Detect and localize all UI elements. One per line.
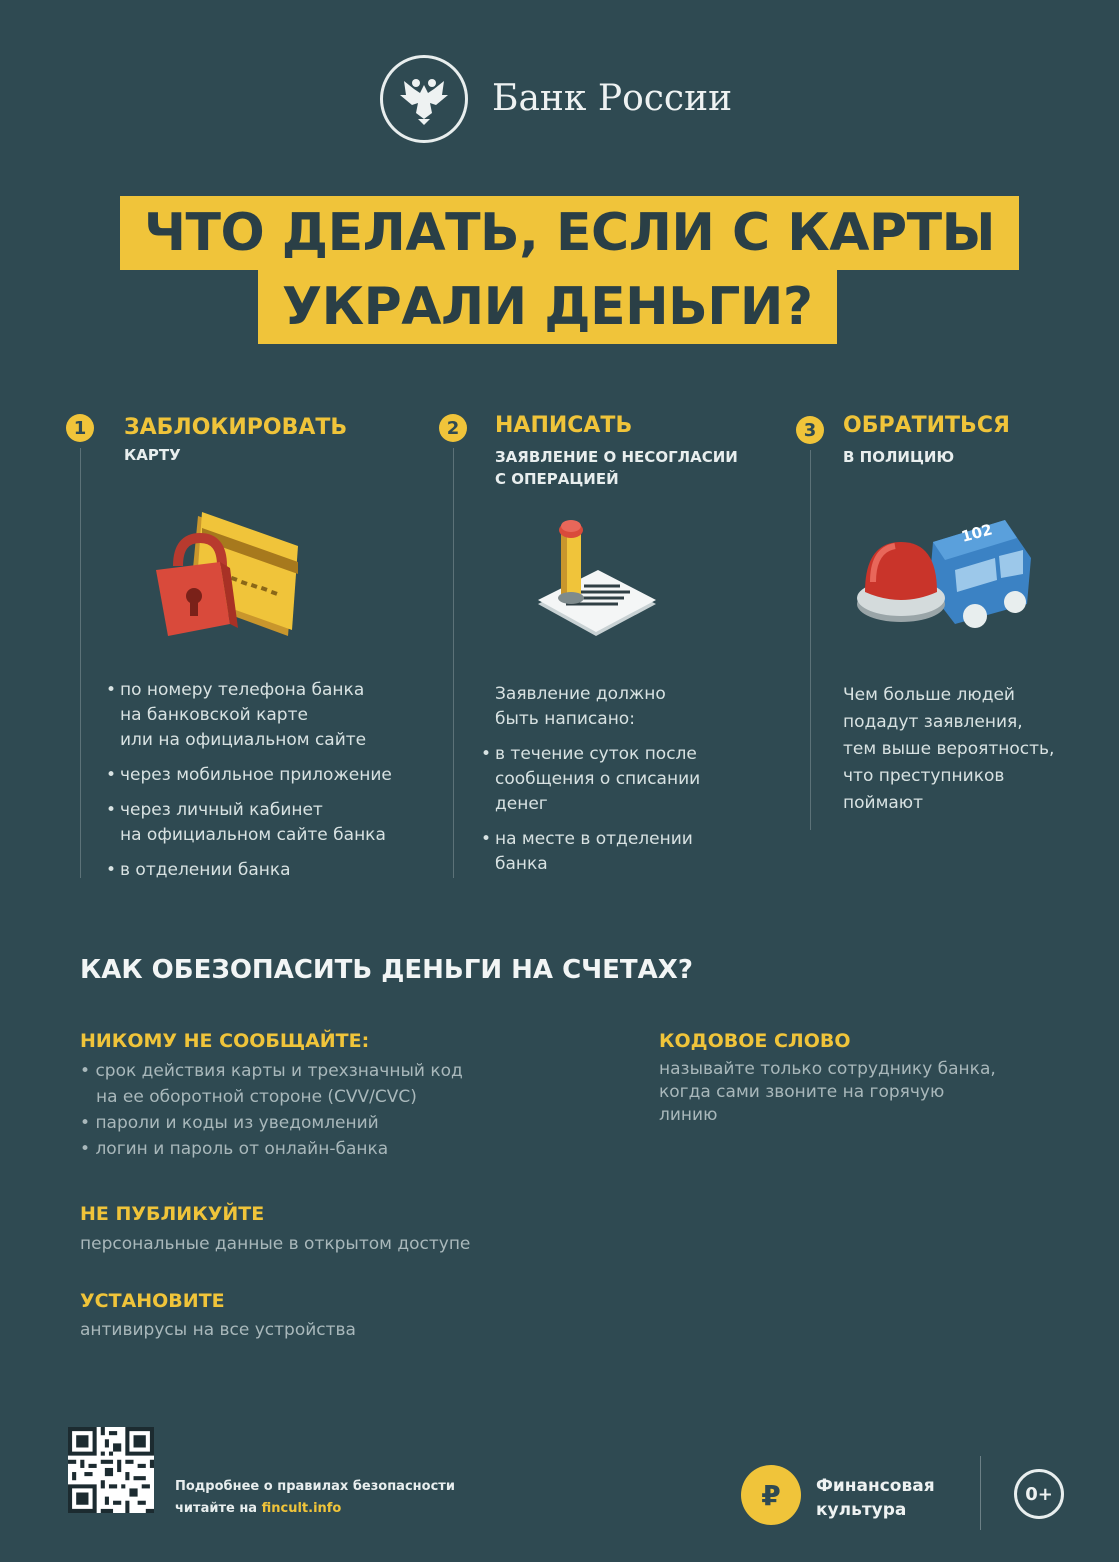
code-word-title: КОДОВОЕ СЛОВО [659, 1030, 851, 1052]
step-3-number: 3 [796, 416, 824, 444]
list-item-continuation: на ее оборотной стороне (CVV/CVC) [96, 1087, 417, 1107]
do-not-share-title: НИКОМУ НЕ СООБЩАЙТЕ: [80, 1030, 370, 1052]
list-item: • по номеру телефона банка на банковской карте или на официальном сайте [106, 680, 367, 750]
bullet-dot: • [106, 800, 117, 820]
code-word-text: называйте только сотруднику банка, когда сами звоните на горячую линию [659, 1059, 996, 1125]
qr-code[interactable] [68, 1427, 154, 1513]
install-title: УСТАНОВИТЕ [80, 1290, 225, 1312]
bullet-dot: • [106, 680, 117, 700]
list-item: • на месте в отделении банка [481, 829, 693, 874]
page-title-line-2: УКРАЛИ ДЕНЬГИ? [258, 270, 837, 344]
step-3-subtitle: В ПОЛИЦИЮ [843, 448, 955, 466]
footer-more-info: Подробнее о правилах безопасности читайте на fincult.info [175, 1479, 455, 1516]
list-item: • через личный кабинет на официальном сайте банка [106, 800, 386, 845]
list-item: • через мобильное приложение [120, 763, 392, 788]
list-item: • срок действия карты и трехзначный код [80, 1061, 463, 1081]
step-3-title: ОБРАТИТЬСЯ [843, 413, 1010, 438]
bullet-dot: • [481, 744, 492, 764]
list-item: • логин и пароль от онлайн-банка [80, 1139, 389, 1159]
step-2-number: 2 [439, 414, 467, 442]
bank-logo [380, 55, 468, 143]
step-2-text: Заявление должно быть написано: • в течение суток после сообщения о списании денег • на месте в отделении банка [495, 682, 700, 887]
step-1-title: ЗАБЛОКИРОВАТЬ [124, 415, 348, 440]
step-1-bullet-list [106, 678, 392, 893]
bullet-dot: • [106, 860, 117, 880]
van-number: 102 [959, 520, 995, 546]
footer-divider [980, 1456, 981, 1530]
step-2-subtitle: ЗАЯВЛЕНИЕ О НЕСОГЛАСИИ С ОПЕРАЦИЕЙ [495, 448, 738, 488]
list-item: • в отделении банка [120, 858, 392, 883]
police-siren-icon [855, 512, 1035, 632]
safety-heading: КАК ОБЕЗОПАСИТЬ ДЕНЬГИ НА СЧЕТАХ? [80, 955, 693, 985]
eagle-emblem-icon [394, 69, 454, 129]
step-1-divider [80, 448, 81, 878]
step-1-number: 1 [66, 414, 94, 442]
step-2-title: НАПИСАТЬ [495, 413, 633, 438]
fin-culture-logo-icon: ₽ [741, 1465, 801, 1525]
step-2-divider [453, 448, 454, 878]
fincult-link[interactable]: fincult.info [261, 1501, 342, 1516]
bullet-dot: • [106, 765, 117, 785]
lock-card-icon [150, 508, 300, 643]
list-item: • пароли и коды из уведомлений [80, 1113, 379, 1133]
age-rating-badge: 0+ [1014, 1469, 1064, 1519]
page-title-line-1: ЧТО ДЕЛАТЬ, ЕСЛИ С КАРТЫ [120, 196, 1019, 270]
step-3-text: Чем больше людей подадут заявления, тем выше вероятность, что преступников поймают [843, 685, 1055, 813]
step-1-subtitle: КАРТУ [124, 446, 181, 464]
do-not-publish-text: персональные данные в открытом доступе [80, 1234, 471, 1254]
do-not-publish-title: НЕ ПУБЛИКУЙТЕ [80, 1203, 265, 1225]
fin-culture-label: Финансовая культура [816, 1476, 935, 1520]
step-3-divider [810, 450, 811, 830]
bank-name: Банк России [492, 78, 733, 119]
bullet-dot: • [481, 829, 492, 849]
install-text: антивирусы на все устройства [80, 1320, 356, 1340]
do-not-share-list [80, 1058, 463, 1162]
stamp-document-icon [528, 512, 660, 640]
list-item: • в течение суток после сообщения о списании денег [481, 744, 701, 814]
